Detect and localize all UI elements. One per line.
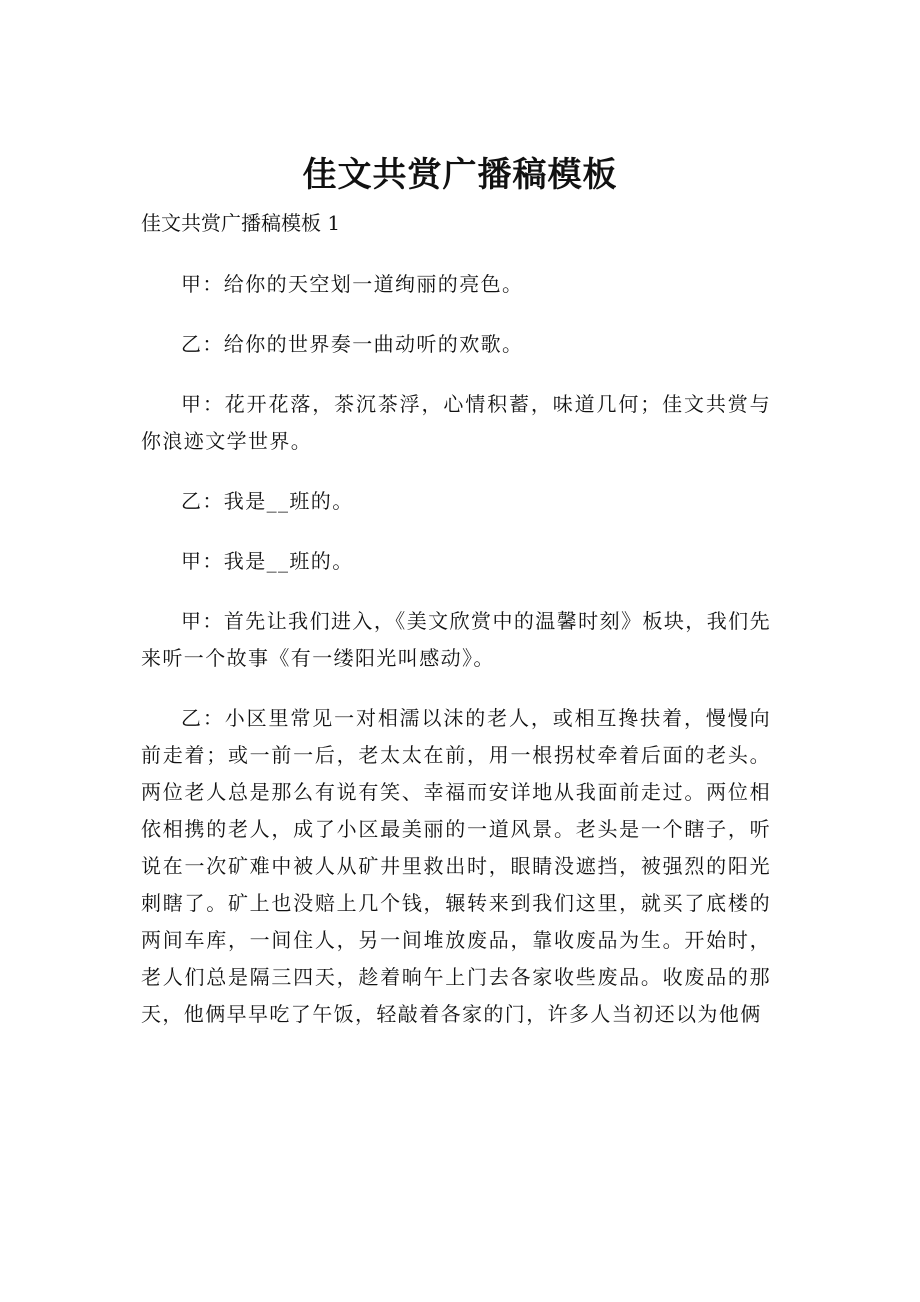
paragraph: 乙：给你的世界奏一曲动听的欢歌。	[181, 332, 524, 356]
paragraph: 甲：花开花落，茶沉茶浮，心情积蓄，味道几何；佳文共赏与你浪迹文学世界。	[141, 392, 771, 453]
paragraph: 甲：我是__班的。	[181, 549, 354, 573]
paragraph: 乙：我是__班的。	[181, 489, 354, 513]
paragraph: 甲：首先让我们进入，《美文欣赏中的温馨时刻》板块，我们先来听一个故事《有一缕阳光叫感动》。	[141, 609, 771, 670]
document-subtitle: 佳文共赏广播稿模板 1	[141, 211, 341, 235]
paragraph: 甲：给你的天空划一道绚丽的亮色。	[181, 272, 524, 296]
document-body	[141, 266, 771, 1056]
document-title: 佳文共赏广播稿模板	[302, 155, 618, 195]
paragraph: 乙：小区里常见一对相濡以沫的老人，或相互搀扶着，慢慢向前走着；或一前一后，老太太在前，用一根拐杖牵着后面的老头。两位老人总是那么有说有笑、幸福而安详地从我面前走过。两位相依相携的老人，成了小区最美丽的一道风景。老头是一个瞎子，听说在一次矿难中被人从矿井里救出时，眼睛没遮挡，被强烈的阳光刺瞎了。矿上也没赔上几个钱，辗转来到我们这里，就买了底楼的两间车库，一间住人，另一间堆放废品，靠收废品为生。开始时，老人们总是隔三四天，趁着晌午上门去各家收些废品。收废品的那天，他俩早早吃了午饭，轻敲着各家的门，许多人当初还以为他俩	[141, 706, 771, 1026]
